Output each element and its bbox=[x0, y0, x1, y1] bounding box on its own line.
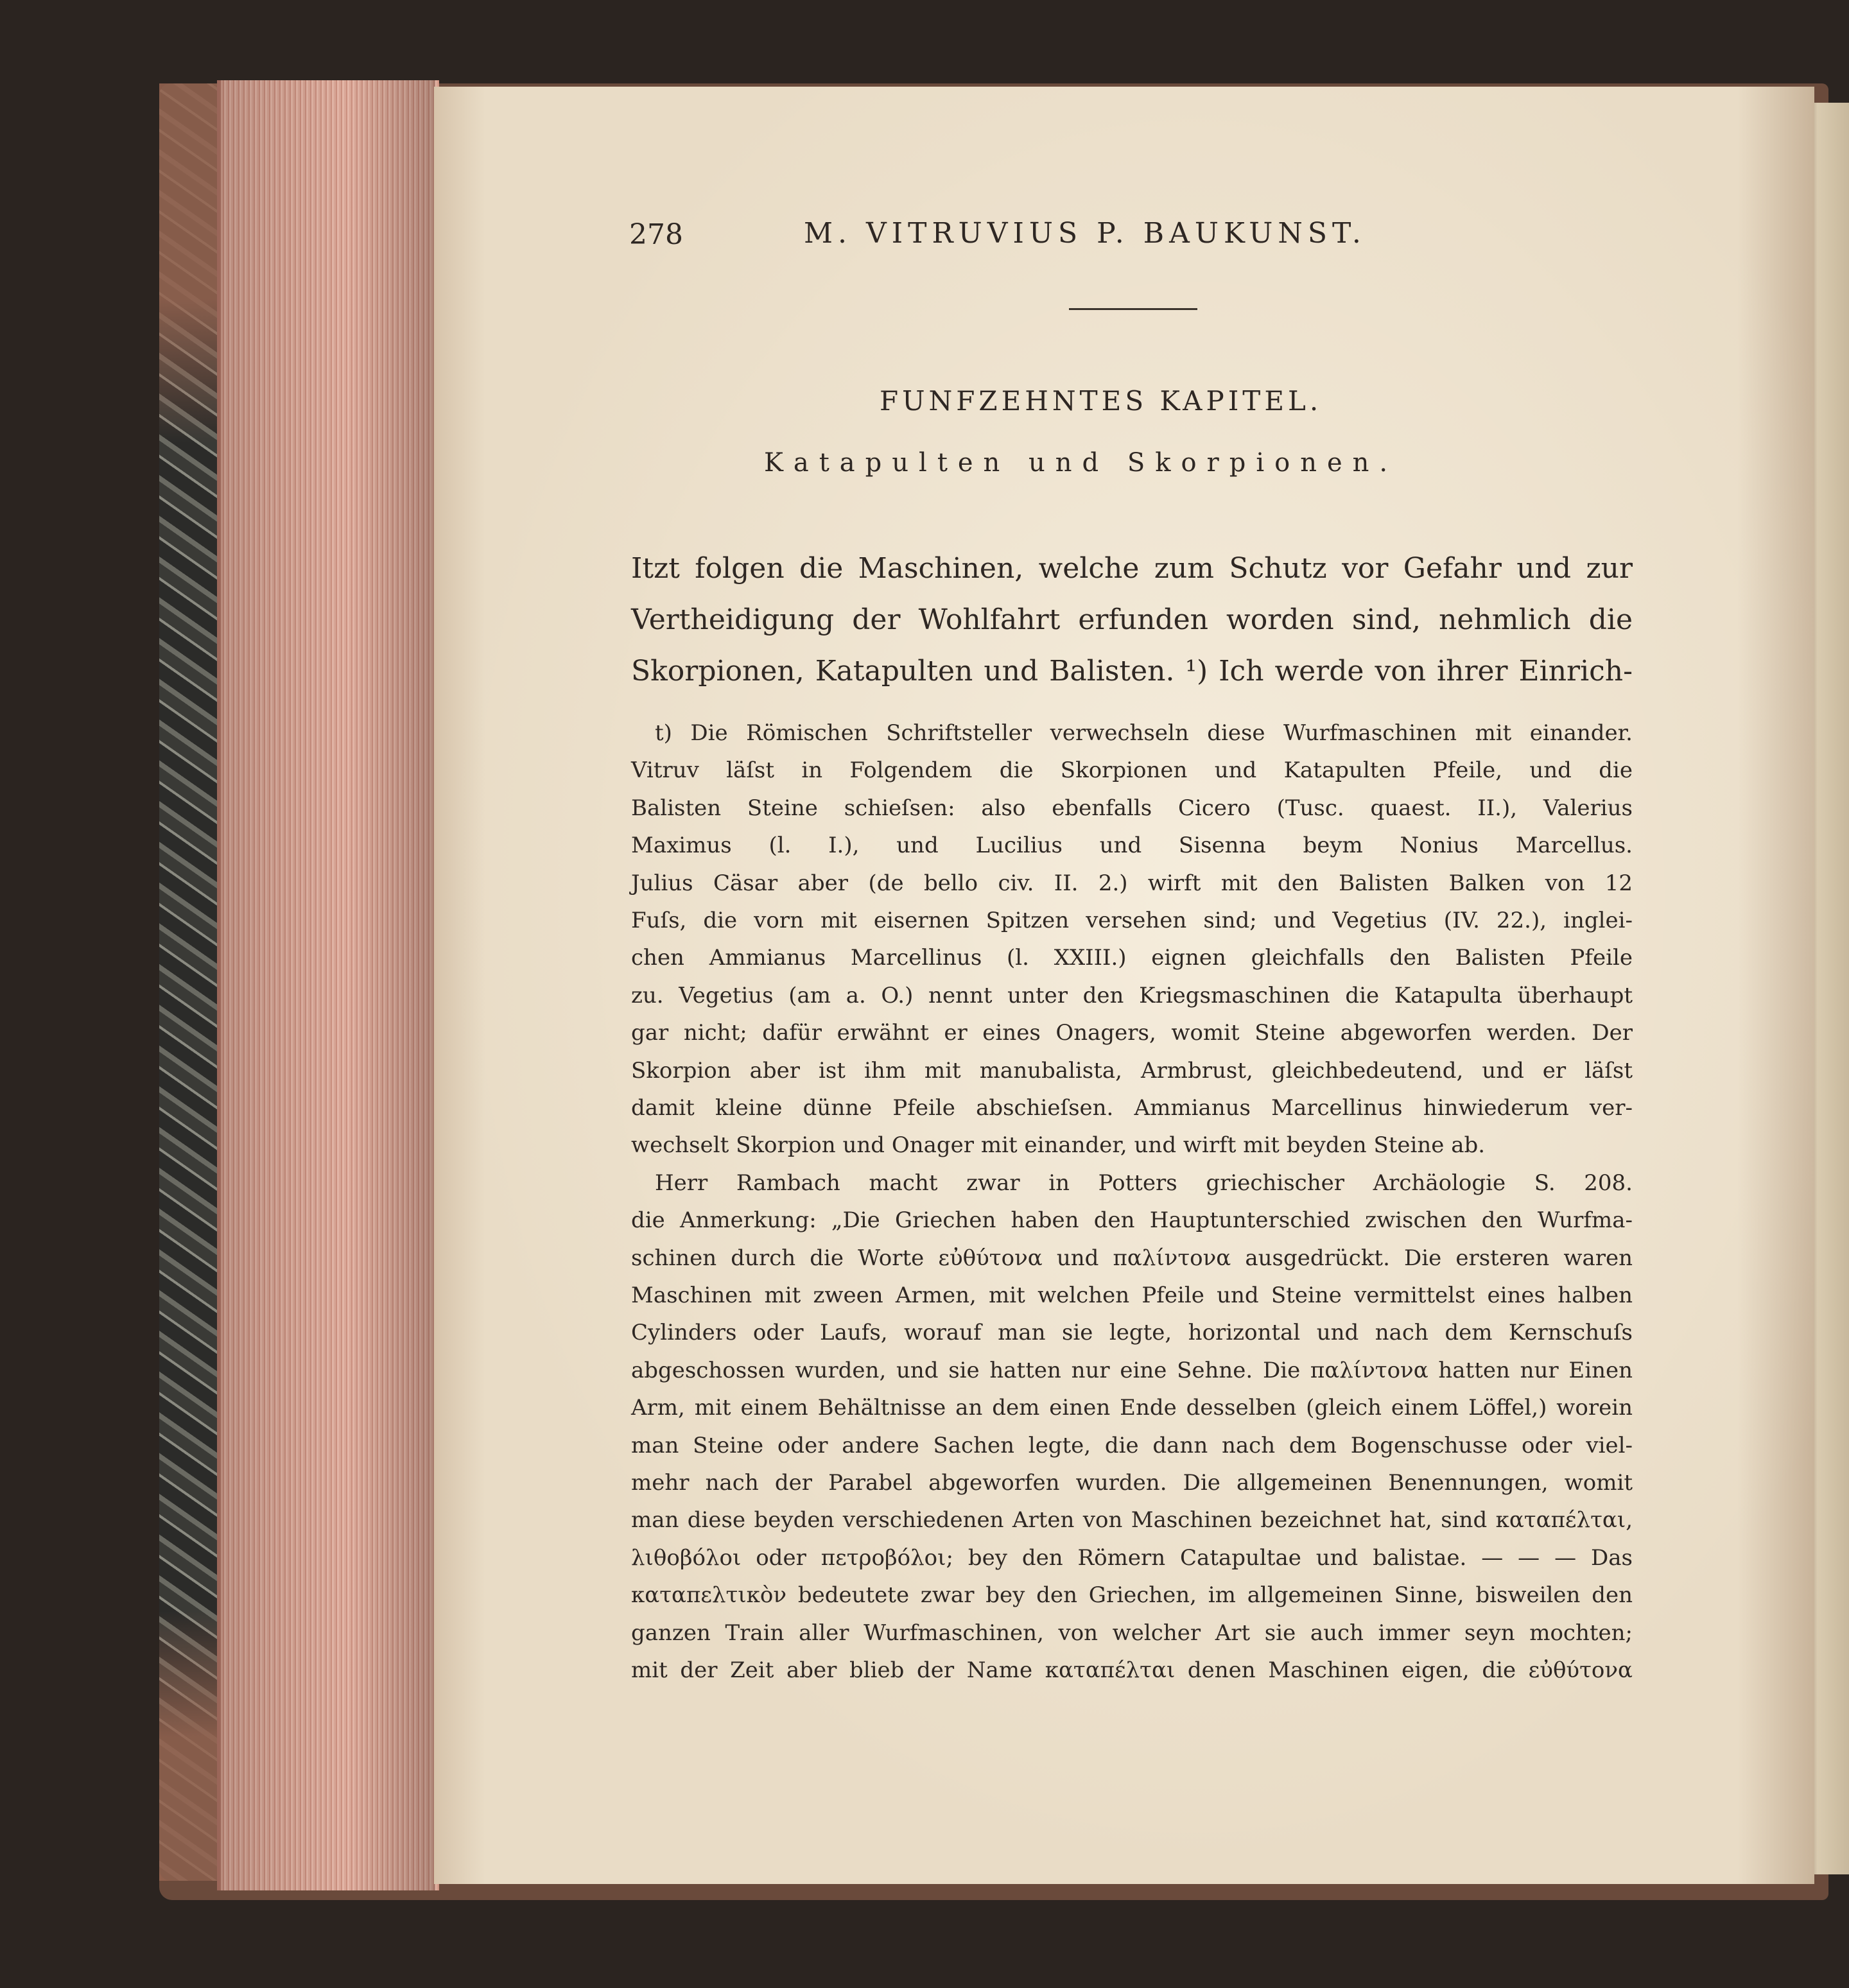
footnote-line: Vitruv läſst in Folgendem die Skorpionen und Katapulten Pfeile, und die bbox=[631, 757, 1633, 783]
footnote-line: wechselt Skorpion und Onager mit einander, und wirft mit beyden Steine ab. bbox=[631, 1132, 1486, 1158]
page-edges-shade bbox=[217, 80, 435, 1890]
page-number: 278 bbox=[629, 218, 683, 251]
footnote-line: man Steine oder andere Sachen legte, die dann nach dem Bogenschusse oder viel- bbox=[631, 1433, 1633, 1458]
running-head: M. VITRUVIUS P. BAUKUNST. bbox=[804, 217, 1366, 250]
footnote-line: Cylinders oder Laufs, worauf man sie legte, horizontal und nach dem Kernschuſs bbox=[631, 1320, 1633, 1345]
footnote-line: Maschinen mit zween Armen, mit welchen Pfeile und Steine vermittelst eines halben bbox=[631, 1283, 1633, 1308]
title-rule bbox=[1069, 308, 1197, 310]
footnote-line: καταπελτικὸν bedeutete zwar bey den Griechen, im allgemeinen Sinne, bisweilen den bbox=[631, 1582, 1633, 1608]
body-line: Skorpionen, Katapulten und Balisten. ¹) Ich werde von ihrer Einrich- bbox=[631, 655, 1633, 687]
footnote-line: zu. Vegetius (am a. O.) nennt unter den Kriegsmaschinen die Katapulta überhaupt bbox=[631, 983, 1633, 1008]
footnote-line: Fuſs, die vorn mit eisernen Spitzen versehen sind; und Vegetius (IV. 22.), inglei- bbox=[631, 908, 1633, 933]
footnote-line: mehr nach der Parabel abgeworfen wurden. Die allgemeinen Benennungen, womit bbox=[631, 1470, 1633, 1496]
footnote-line: man diese beyden verschiedenen Arten von Maschinen bezeichnet hat, sind καταπέλται, bbox=[631, 1507, 1633, 1533]
footnote-line: gar nicht; dafür erwähnt er eines Onagers, womit Steine abgeworfen werden. Der bbox=[631, 1020, 1633, 1046]
footnote-line: die Anmerkung: „Die Griechen haben den Hauptunterschied zwischen den Wurfma- bbox=[631, 1207, 1633, 1233]
footnote-line: Arm, mit einem Behältnisse an dem einen Ende desselben (gleich einem Löffel,) worein bbox=[631, 1395, 1633, 1421]
chapter-title: FUNFZEHNTES KAPITEL. bbox=[880, 385, 1323, 417]
footnote-line: Julius Cäsar aber (de bello civ. II. 2.) wirft mit den Balisten Balken von 12 bbox=[631, 870, 1633, 896]
footnote-line: t) Die Römischen Schriftsteller verwechseln diese Wurfmaschinen mit einander. bbox=[655, 720, 1633, 746]
footnote-line: abgeschossen wurden, und sie hatten nur eine Sehne. Die παλίντονα hatten nur Einen bbox=[631, 1358, 1633, 1383]
footnote-line: λιθοβόλοι oder πετροβόλοι; bey den Römern Catapultae und balistae. — — — Das bbox=[631, 1545, 1633, 1571]
footnote-line: chen Ammianus Marcellinus (l. XXIII.) eignen gleichfalls den Balisten Pfeile bbox=[631, 945, 1633, 971]
footnote-line: schinen durch die Worte εὐθύτονα und παλίντονα ausgedrückt. Die ersteren waren bbox=[631, 1245, 1633, 1271]
footnote-line: damit kleine dünne Pfeile abschieſsen. Ammianus Marcellinus hinwiederum ver- bbox=[631, 1095, 1633, 1121]
footnote-line: mit der Zeit aber blieb der Name καταπέλται denen Maschinen eigen, die εὐθύτονα bbox=[631, 1657, 1633, 1683]
footnote-line: Skorpion aber ist ihm mit manubalista, Armbrust, gleichbedeutend, und er läſst bbox=[631, 1058, 1633, 1084]
leather-binding-corners bbox=[159, 83, 217, 1881]
footnote-line: Herr Rambach macht zwar in Potters griechischer Archäologie S. 208. bbox=[655, 1170, 1633, 1196]
body-line: Vertheidigung der Wohlfahrt erfunden worden sind, nehmlich die bbox=[631, 603, 1633, 636]
body-line: Itzt folgen die Maschinen, welche zum Schutz vor Gefahr und zur bbox=[631, 552, 1633, 585]
chapter-subtitle: Katapulten und Skorpionen. bbox=[764, 448, 1398, 478]
footnote-line: Maximus (l. I.), und Lucilius und Sisenna beym Nonius Marcellus. bbox=[631, 833, 1633, 858]
footnote-line: ganzen Train aller Wurfmaschinen, von welcher Art sie auch immer seyn mochten; bbox=[631, 1620, 1633, 1646]
footnote-line: Balisten Steine schieſsen: also ebenfalls Cicero (Tusc. quaest. II.), Valerius bbox=[631, 795, 1633, 821]
